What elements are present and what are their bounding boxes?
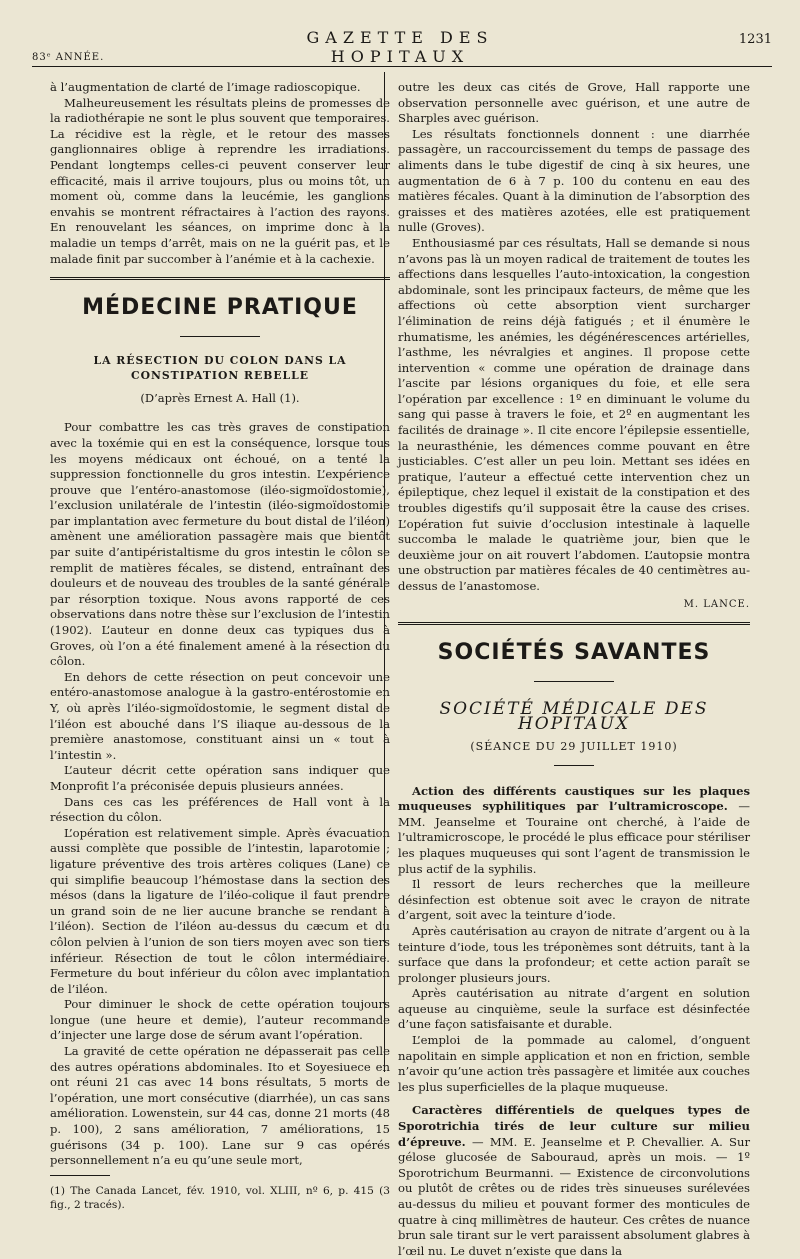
article-paragraph: Dans ces cas les préférences de Hall vont à la résection du côlon. [50, 794, 390, 825]
intro-paragraph: à l’augmentation de clarté de l’image radioscopique. [50, 80, 361, 94]
article-paragraph: L’opération est relativement simple. Après évacuation aussi complète que possible de l’intestin, laparotomie ; ligature préventive des trois artères coliques (Lane) ce qui simplifie beaucoup l’hémostase dans la section des mésos (dans la ligature de l’iléo-colique il faut prendre un grand soin de ne lier aucune branche se rendant à l’iléon). Section de l’iléon au-dessus du cæcum et du côlon pelvien à l’union de son tiers moyen avec son tiers inférieur. Résection de tout le côlon intermédiaire. Fermeture du bout inférieur du côlon avec implantation de l’iléon. [50, 825, 390, 996]
session-date: (SÉANCE DU 29 JUILLET 1910) [470, 739, 678, 753]
article-title: LA RÉSECTION DU COLON DANS LA CONSTIPATION REBELLE [93, 353, 347, 382]
section-title-medecine: MÉDECINE PRATIQUE [82, 295, 358, 321]
section-rule [398, 622, 750, 625]
report-item-title: Caractères différentiels de quelques types de Sporotrichia tirés de leur culture sur milieu d’épreuve. [398, 1103, 750, 1149]
section-title-societes: SOCIÉTÉS SAVANTES [437, 640, 711, 666]
report-item [398, 1103, 750, 1259]
header-year: 83ᵉ ANNÉE. [32, 52, 105, 63]
article-paragraph: Les résultats fonctionnels donnent : une diarrhée passagère, un raccourcissement du temps de passage des aliments dans le tube digestif de cinq à six heures, une augmentation de 6 à 7 p. 100 du contenu en eau des matières fécales. Quant à la diminution de l’absorption des graisses et des matières azotées, elle est pratiquement nulle (Groves). [398, 126, 750, 235]
section-underline [180, 336, 260, 337]
article-paragraph: Pour diminuer le shock de cette opération toujours longue (une heure et demie), l’auteur recommande d’injecter une large dose de sérum avant l’opération. [50, 997, 390, 1043]
report-item-title: Action des différents caustiques sur les plaques muqueuses syphilitiques par l’ultramicroscope. [398, 783, 750, 814]
article-paragraph: Pour combattre les cas très graves de constipation avec la toxémie qui en est la conséquence, lorsque tous les moyens médicaux ont échoué, on a tenté la suppression fonctionnelle du gros intestin. L’expérience prouve que l’entéro-anastomose (iléo-sigmoïdostomie), l’exclusion unilatérale de l’intestin (iléo-sigmoïdostomie par implantation avec fermeture du bout distal de l’iléon) amènent une amélioration passagère mais que bientôt par suite d’antipéristaltisme du gros intestin le côlon se remplit de matières fécales, se distend, entraînant des douleurs et de nouveau des troubles de la santé générale par résorption toxique. Nous avons rapporté de ces observations dans notre thèse sur l’exclusion de l’intestin (1902). L’auteur en donne deux cas typiques dus à Groves, où l’on a été finalement amené à la résection du côlon. [50, 420, 390, 669]
page-number: 1231 [738, 32, 772, 47]
report-item-text: — MM. E. Jeanselme et P. Chevallier. A. Sur gélose glucosée de Sabouraud, après un mois. — 1º Sporotrichum Beurmanni. — Existence de circonvolutions ou plutôt de crêtes ou de rides très sinueuses surélevées au-dessus du milieu et pouvant former des monticules de quatre à cinq millimètres de hauteur. Ces crêtes de nuance brun sale tirant sur le vert paraissent absolument glabres à l’œil nu. Le duvet n’existe que dans la [398, 1134, 750, 1258]
article-paragraph: Après cautérisation au nitrate d’argent en solution aqueuse au cinquième, seule la surface est désinfectée d’une façon satisfaisante et durable. [398, 986, 750, 1032]
society-title: SOCIÉTÉ MÉDICALE DES HOPITAUX [439, 698, 709, 735]
left-column [50, 80, 390, 1212]
header-rule [32, 66, 772, 67]
article-byline: (D’après Ernest A. Hall (1). [140, 390, 300, 405]
report-item-text: — MM. Jeanselme et Touraine ont cherché, à l’aide de l’ultramicroscope, le procédé le plus efficace pour stériliser les plaques muqueuses qui sont l’agent de transmission le plus actif de la syphilis. [398, 799, 750, 876]
article-paragraph: Enthousiasmé par ces résultats, Hall se demande si nous n’avons pas là un moyen radical de traitement de toutes les affections dans lesquelles l’auto-intoxication, la congestion abdominale, sont les principaux facteurs, de même que les affections où cette absorption vient surcharger l’élimination de reins déjà fatigués ; et il énumère le rhumatisme, les anémies, les dégénérescences artérielles, l’asthme, les névralgies et angines. Il propose cette intervention « comme une opération de drainage dans l’ascite par lésions organiques du foie, et elle sera l’opération par excellence : 1º en diminuant le volume du sang qui passe à travers le foie, et 2º en augmentant les facilités de drainage ». Il cite encore l’épilepsie essentielle, la neurasthénie, les démences comme pouvant en être justiciables. C’est aller un peu loin. Mettant ses idées en pratique, l’auteur a effectué cette intervention chez un épileptique, chez lequel il existait de la constipation et des troubles digestifs qu’il supposait être la cause des crises. L’opération fut suivie d’occlusion intestinale à laquelle succomba le malade le quatrième jour, bien que le deuxième jour on ait rouvert l’abdomen. L’autopsie montra une obstruction par matières fécales de 40 centimètres au-dessus de l’anastomose. [398, 235, 750, 593]
footnote-rule [50, 1175, 110, 1176]
section-underline [534, 681, 614, 682]
right-column [398, 80, 750, 1259]
author-signature: M. LANCE. [683, 598, 750, 610]
section-rule [50, 277, 390, 280]
article-paragraph: L’emploi de la pommade au calomel, d’onguent napolitain en simple application et non en friction, semble n’avoir qu’une action très passagère et limitée aux couches les plus superficielles de la plaque muqueuse. [398, 1033, 750, 1094]
article-paragraph: Après cautérisation au crayon de nitrate d’argent ou à la teinture d’iode, tous les tréponèmes sont détruits, tant à la surface que dans la profondeur; et cette action paraît se prolonger plusieurs jours. [398, 923, 750, 985]
footnote: (1) The Canada Lancet, fév. 1910, vol. XLIII, nº 6, p. 415 (3 fig., 2 tracés). [50, 1184, 390, 1211]
short-rule [554, 765, 594, 766]
article-paragraph: La gravité de cette opération ne dépasserait pas celle des autres opérations abdominales. Ito et Soyesiuece en ont réuni 21 cas avec 14 bons résultats, 5 morts de l’opération, une mort consécutive (diarrhée), un cas sans amélioration. Lowenstein, sur 44 cas, donne 21 morts (48 p. 100), 2 sans amélioration, 7 améliorations, 15 guérisons (34 p. 100). Lane sur 9 cas opérés personnellement n’a eu qu’une seule mort, [50, 1044, 390, 1168]
article-paragraph: En dehors de cette résection on peut concevoir une entéro-anastomose analogue à la gastro-entérostomie en Y, où après l’iléo-sigmoïdostomie, le segment distal de l’iléon est abouché dans l’S iliaque au-dessous de la première anastomose, constituant ainsi un « tout à l’intestin ». [50, 669, 390, 762]
intro-paragraph: Malheureusement les résultats pleins de promesses de la radiothérapie ne sont le plus souvent que temporaires. La récidive est la règle, et le retour des masses ganglionnaires oblige à reprendre les irradiations. Pendant longtemps celles-ci peuvent conserver leur efficacité, mais il arrive toujours, plus ou moins tôt, un moment où, comme dans la leucémie, les ganglions envahis se montrent réfractaires à l’action des rayons. En renouvelant les séances, on imprime donc à la maladie un temps d’arrêt, mais on ne la guérit pas, et le malade finit par succomber à l’anémie et à la cachexie. [50, 95, 390, 266]
article-paragraph: Il ressort de leurs recherches que la meilleure désinfection est obtenue soit avec le crayon de nitrate d’argent, soit avec la teinture d’iode. [398, 877, 750, 923]
header-title: GAZETTE DES HOPITAUX [306, 28, 494, 66]
report-item [398, 784, 750, 878]
article-paragraph: L’auteur décrit cette opération sans indiquer que Monprofit l’a préconisée depuis plusieurs années. [50, 763, 390, 793]
article-paragraph: outre les deux cas cités de Grove, Hall rapporte une observation personnelle avec guérison, et une autre de Sharples avec guérison. [398, 80, 750, 126]
